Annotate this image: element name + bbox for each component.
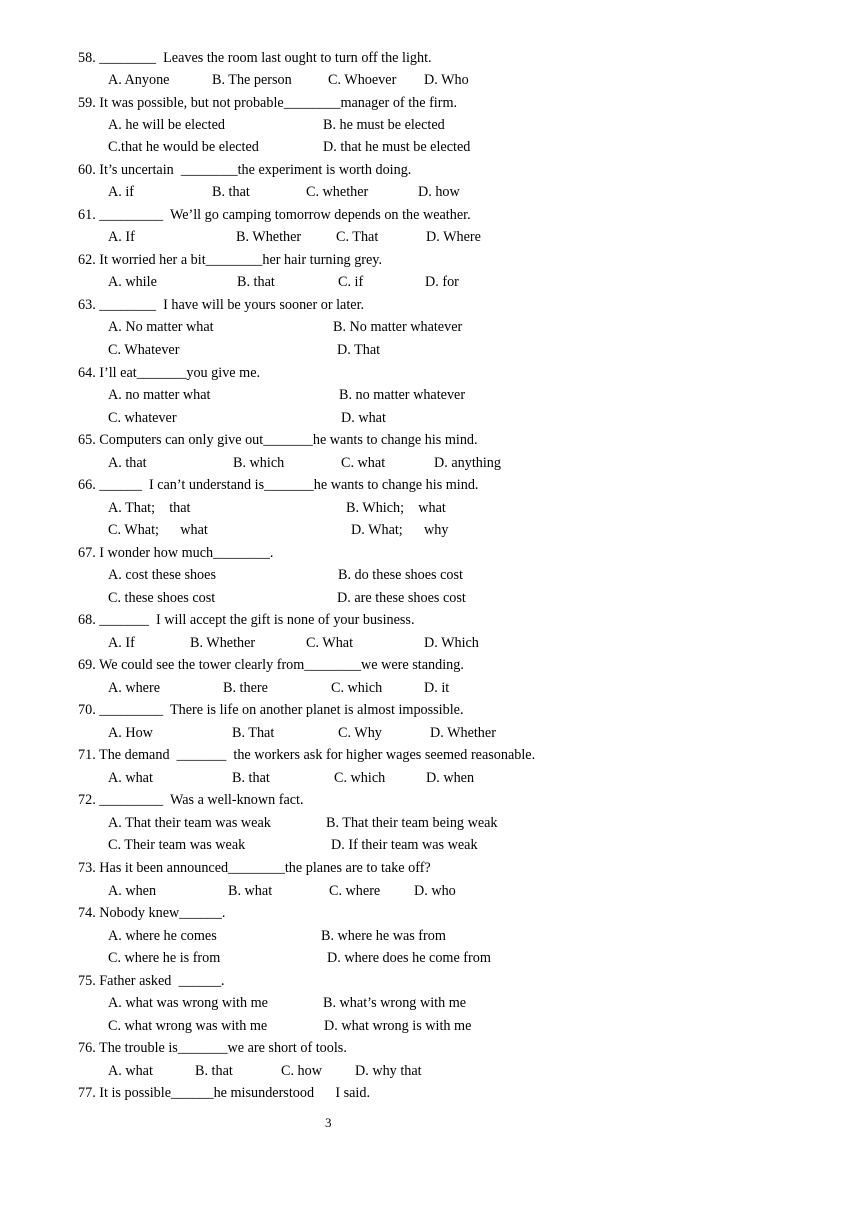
question-stem: 77. It is possible______he misunderstood I said. [78, 1085, 371, 1101]
option-b: B. Whether [236, 229, 302, 245]
option-d: D. what [341, 410, 386, 426]
option-b: B. that [232, 770, 270, 786]
option-b: B. no matter whatever [339, 387, 466, 403]
option-d: D. Who [424, 72, 469, 88]
option-c: C. where [329, 883, 381, 899]
question-stem: 64. I’ll eat_______you give me. [78, 365, 261, 381]
question-stem: 63. ________ I have will be yours sooner or later. [78, 297, 365, 313]
option-b: B. That [232, 725, 275, 741]
option-c: C. Their team was weak [108, 837, 246, 853]
question-stem: 58. ________ Leaves the room last ought to turn off the light. [78, 50, 432, 66]
option-b: B. do these shoes cost [338, 567, 463, 583]
option-c: C. what [341, 455, 386, 471]
option-a: A. no matter what [108, 387, 211, 403]
option-a: A. If [108, 229, 135, 245]
option-d: D. anything [434, 455, 501, 471]
option-b: B. which [233, 455, 285, 471]
option-a: A. what [108, 770, 153, 786]
option-c: C. which [334, 770, 386, 786]
option-c: C. Whoever [328, 72, 397, 88]
option-d: D. it [424, 680, 450, 696]
option-d: D. when [426, 770, 475, 786]
option-c: C. which [331, 680, 383, 696]
option-a: A. if [108, 184, 135, 200]
option-d: D. Whether [430, 725, 496, 741]
option-b: B. that [237, 274, 275, 290]
option-d: D. where does he come from [327, 950, 491, 966]
option-d: D. who [414, 883, 456, 899]
option-c: C. if [338, 274, 364, 290]
option-c: C.that he would be elected [108, 139, 259, 155]
option-a: A. what [108, 1063, 153, 1079]
option-b: B. that [212, 184, 250, 200]
question-stem: 65. Computers can only give out_______he wants to change his mind. [78, 432, 478, 448]
question-stem: 68. _______ I will accept the gift is none of your business. [78, 612, 415, 628]
option-a: A. If [108, 635, 135, 651]
question-stem: 69. We could see the tower clearly from________we were standing. [78, 657, 464, 673]
option-d: D. What; why [351, 522, 449, 538]
option-c: C. whether [306, 184, 369, 200]
option-a: A. That; that [108, 500, 191, 516]
option-d: D. that he must be elected [323, 139, 471, 155]
option-a: A. where [108, 680, 160, 696]
option-c: C. how [281, 1063, 322, 1079]
option-b: B. No matter whatever [333, 319, 463, 335]
option-b: B. The person [212, 72, 292, 88]
option-d: D. That [337, 342, 381, 358]
option-c: C. Why [338, 725, 382, 741]
option-a: A. he will be elected [108, 117, 225, 133]
option-a: A. when [108, 883, 157, 899]
option-a: A. How [108, 725, 153, 741]
question-stem: 76. The trouble is_______we are short of tools. [78, 1040, 347, 1056]
option-a: A. Anyone [108, 72, 170, 88]
option-a: A. while [108, 274, 157, 290]
option-c: C. what wrong was with me [108, 1018, 268, 1034]
option-a: A. cost these shoes [108, 567, 216, 583]
question-stem: 73. Has it been announced________the planes are to take off? [78, 860, 431, 876]
option-d: D. what wrong is with me [324, 1018, 472, 1034]
question-stem: 66. ______ I can’t understand is_______he wants to change his mind. [78, 477, 479, 493]
option-d: D. why that [355, 1063, 422, 1079]
question-stem: 67. I wonder how much________. [78, 545, 274, 561]
option-b: B. he must be elected [323, 117, 445, 133]
option-c: C. where he is from [108, 950, 221, 966]
option-b: B. what’s wrong with me [323, 995, 467, 1011]
question-stem: 74. Nobody knew______. [78, 905, 226, 921]
option-c: C. Whatever [108, 342, 180, 358]
option-c: C. these shoes cost [108, 590, 216, 606]
option-a: A. where he comes [108, 928, 217, 944]
option-d: D. If their team was weak [331, 837, 478, 853]
option-d: D. how [418, 184, 460, 200]
option-b: B. where he was from [321, 928, 446, 944]
option-c: C. whatever [108, 410, 177, 426]
question-stem: 60. It’s uncertain ________the experiment is worth doing. [78, 162, 412, 178]
option-b: B. there [223, 680, 268, 696]
option-b: B. Whether [190, 635, 256, 651]
question-stem: 61. _________ We’ll go camping tomorrow depends on the weather. [78, 207, 471, 223]
question-stem: 70. _________ There is life on another planet is almost impossible. [78, 702, 464, 718]
question-stem: 75. Father asked ______. [78, 973, 225, 989]
question-stem: 59. It was possible, but not probable________manager of the firm. [78, 95, 458, 111]
option-a: A. what was wrong with me [108, 995, 268, 1011]
option-c: C. What [306, 635, 354, 651]
option-a: A. that [108, 455, 147, 471]
question-stem: 62. It worried her a bit________her hair turning grey. [78, 252, 383, 268]
option-d: D. Which [424, 635, 479, 651]
option-d: D. are these shoes cost [337, 590, 466, 606]
option-a: A. No matter what [108, 319, 214, 335]
option-c: C. What; what [108, 522, 208, 538]
option-c: C. That [336, 229, 379, 245]
option-b: B. That their team being weak [326, 815, 498, 831]
question-stem: 71. The demand _______ the workers ask for higher wages seemed reasonable. [78, 747, 536, 763]
question-stem: 72. _________ Was a well-known fact. [78, 792, 304, 808]
option-a: A. That their team was weak [108, 815, 271, 831]
page-number: 3 [325, 1115, 332, 1130]
option-b: B. Which; what [346, 500, 446, 516]
option-d: D. for [425, 274, 459, 290]
option-b: B. that [195, 1063, 233, 1079]
option-d: D. Where [426, 229, 481, 245]
option-b: B. what [228, 883, 273, 899]
